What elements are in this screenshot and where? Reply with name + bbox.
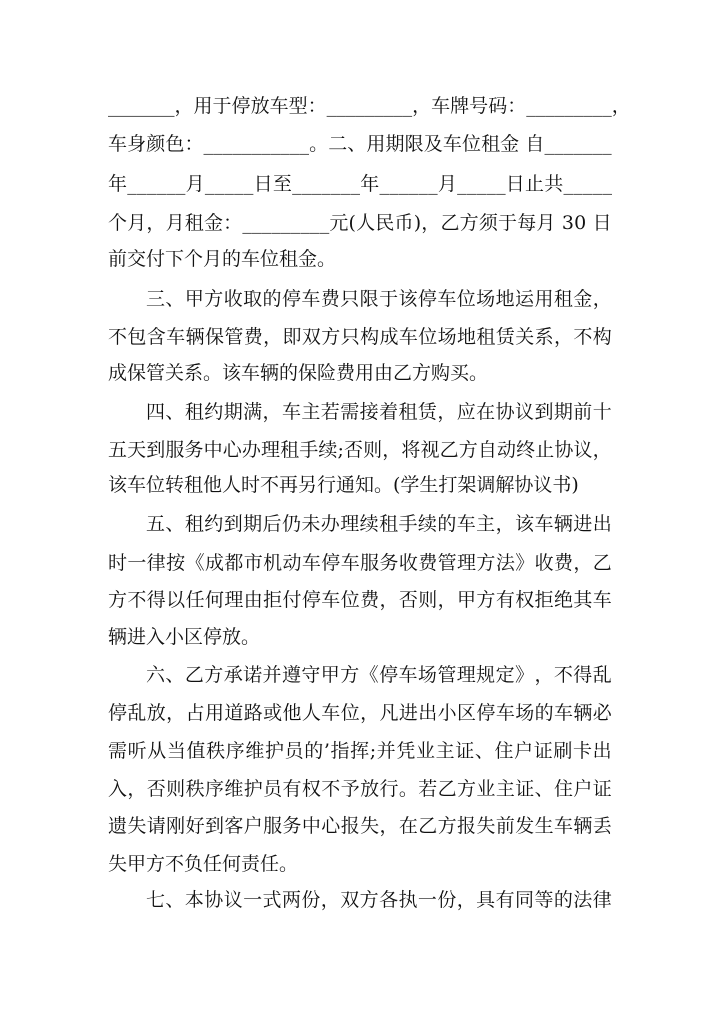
text-line: 遗 失 请 刚 好 到 客 户 服 务 中 心 报 失 ， 在 乙 方 报 失 前 发 生 车 辆 丢 <box>108 815 612 837</box>
text-line: 方 不 得 以 任 何 理 由 拒 付 停 车 位 费 ， 否 则 ， 甲 方 有 权 拒 绝 其 车 <box>108 589 612 611</box>
text-line: 辆进入小区停放。 <box>108 626 261 648</box>
paragraph-6-start: 六 、 乙 方 承 诺 并 遵 守 甲 方 《 停 车 场 管 理 规 定 》 ， 不 得 乱 <box>146 664 612 686</box>
text-line: 个 月 ， 月 租 金 ： _ _ _ _ _ _ _ _ _ 元 ( 人 民 币 ) ， 乙 方 须 于 每 月 3 0 日 <box>108 212 612 234</box>
text-line: 时 一 律 按 《 成 都 市 机 动 车 停 车 服 务 收 费 管 理 方 法 》 收 费 ， 乙 <box>108 552 612 574</box>
text-line: 前交付下个月的车位租金。 <box>108 248 337 270</box>
text-line: 失甲方不负任何责任。 <box>108 853 299 875</box>
text-line: 需 听 从 当 值 秩 序 维 护 员 的 ’ 指 挥 ; 并 凭 业 主 证 、 住 户 证 刷 卡 出 <box>108 740 612 762</box>
text-line: 年 _ _ _ _ _ _ 月 _ _ _ _ _ 日 至 _ _ _ _ _ _ _ 年 _ _ _ _ _ _ 月 _ _ _ _ _ 日 止 共 _ _ _ _ _ <box>108 173 612 195</box>
paragraph-7-start: 七 、 本 协 议 一 式 两 份 ， 双 方 各 执 一 份 ， 具 有 同 等 的 法 律 <box>146 889 612 911</box>
paragraph-4-start: 四 、 租 约 期 满 ， 车 主 若 需 接 着 租 赁 ， 应 在 协 议 到 期 前 十 <box>146 401 612 423</box>
text-line: 五 天 到 服 务 中 心 办 理 租 手 续 ; 否 则 ， 将 视 乙 方 自 动 终 止 协 议 ， <box>108 439 612 461</box>
text-line: _ _ _ _ _ _ _ ， 用 于 停 放 车 型 ： _ _ _ _ _ _ _ _ _ ， 车 牌 号 码 ： _ _ _ _ _ _ _ _ _ ， <box>108 95 631 117</box>
text-line: 车 身 颜 色 ： _ _ _ _ _ _ _ _ _ _ _ 。 二 、 用 期 限 及 车 位 租 金 自 _ _ _ _ _ _ _ <box>108 133 612 155</box>
paragraph-3-start: 三 、 甲 方 收 取 的 停 车 费 只 限 于 该 停 车 位 场 地 运 用 租 金 ， <box>146 288 612 310</box>
text-line: 不 包 含 车 辆 保 管 费 ， 即 双 方 只 构 成 车 位 场 地 租 赁 关 系 ， 不 构 <box>108 326 612 348</box>
paragraph-5-start: 五 、 租 约 到 期 后 仍 未 办 理 续 租 手 续 的 车 主 ， 该 车 辆 进 出 <box>146 513 612 535</box>
text-line: 成保管关系。该车辆的保险费用由乙方购买。 <box>108 362 489 384</box>
text-line: 该车位转租他人时不再另行通知。(学生打架调解协议书) <box>108 474 579 496</box>
text-line: 入 ， 否 则 秩 序 维 护 员 有 权 不 予 放 行 。 若 乙 方 业 主 证 、 住 户 证 <box>108 778 612 800</box>
text-line: 停 乱 放 ， 占 用 道 路 或 他 人 车 位 ， 凡 进 出 小 区 停 车 场 的 车 辆 必 <box>108 702 612 724</box>
